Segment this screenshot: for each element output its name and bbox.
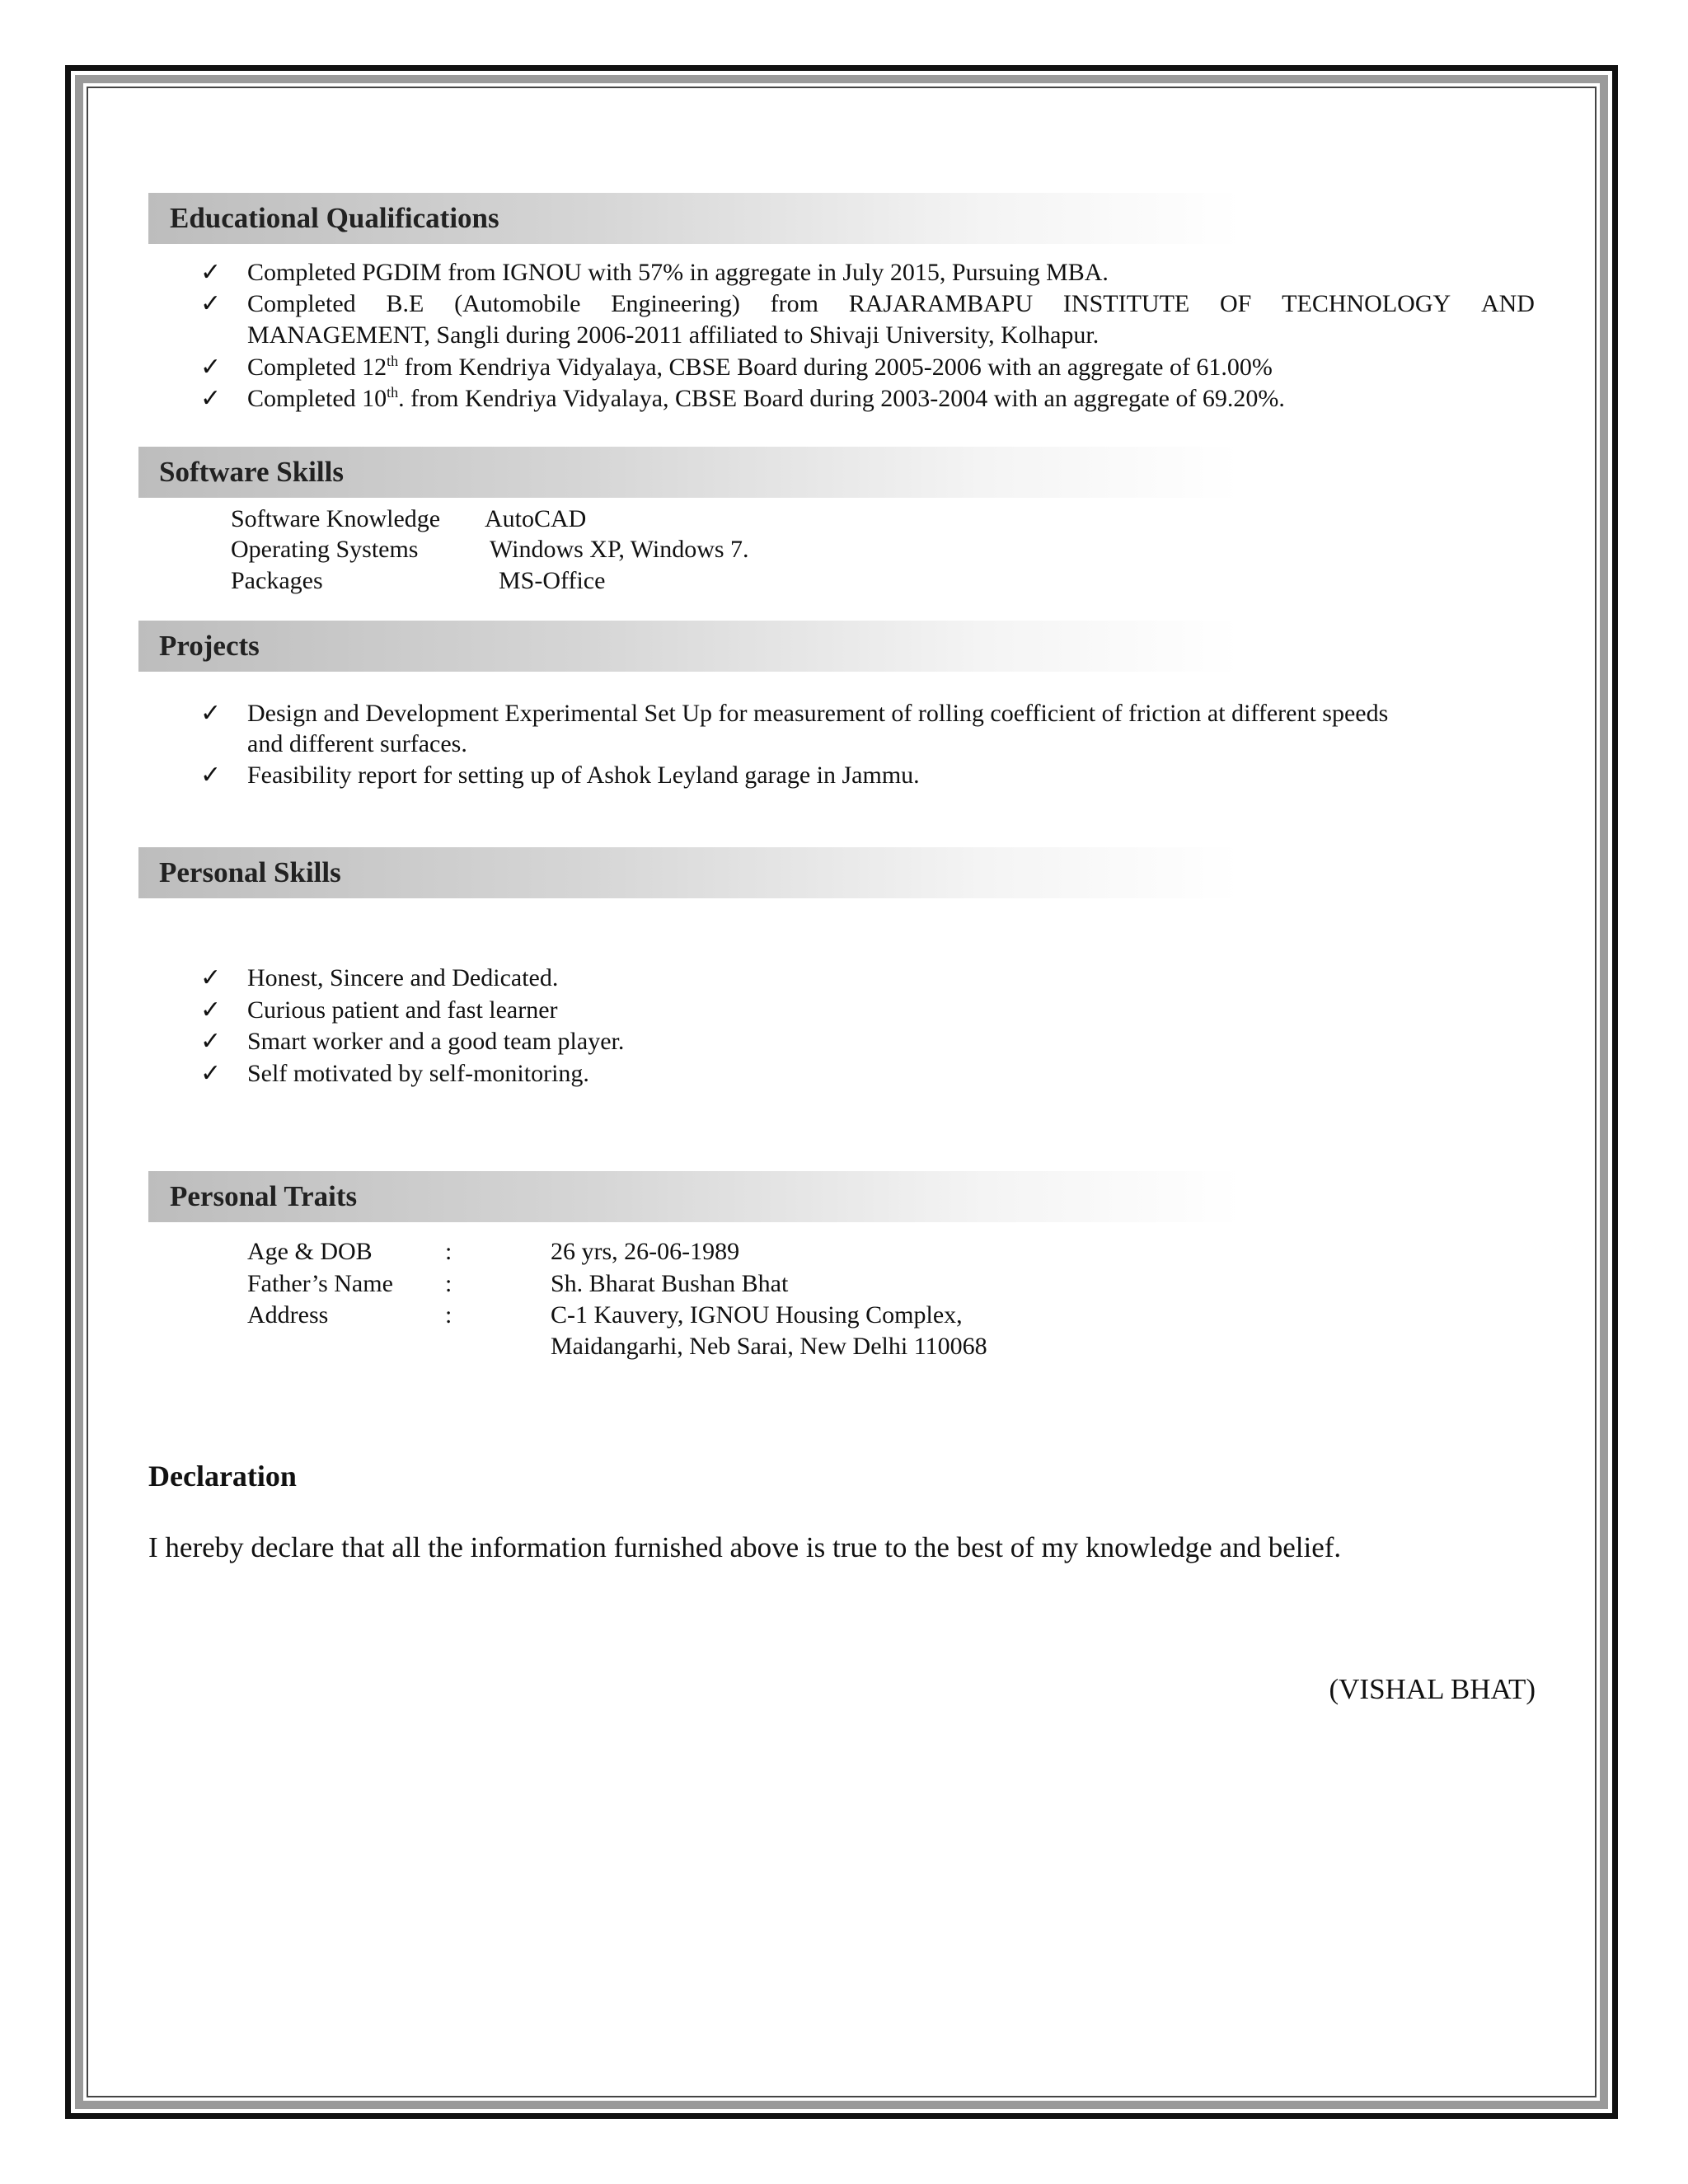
education-item-1: Completed PGDIM from IGNOU with 57% in aggregate in July 2015, Pursuing MBA. <box>247 259 1109 286</box>
education-item-3-text-b: from Kendriya Vidyalaya, CBSE Board during 2005-2006 with an aggregate of 61.00% <box>398 354 1273 381</box>
trait-value-father: Sh. Bharat Bushan Bhat <box>551 1270 789 1297</box>
education-item-2-line-1 <box>247 288 1535 319</box>
word: Engineering) <box>611 290 740 317</box>
education-section-title: Educational Qualifications <box>170 202 499 234</box>
word: B.E <box>386 290 424 317</box>
personal-skill-item: Curious patient and fast learner <box>247 996 558 1024</box>
check-icon: ✓ <box>200 289 222 318</box>
project-item-1-line-2: and different surfaces. <box>247 730 467 757</box>
trait-label-age: Age & DOB <box>247 1238 373 1265</box>
check-icon: ✓ <box>200 996 222 1024</box>
check-icon: ✓ <box>200 1027 222 1056</box>
word: INSTITUTE <box>1062 290 1190 317</box>
signature-name: (VISHAL BHAT) <box>1329 1673 1536 1705</box>
declaration-text: I hereby declare that all the information furnished above is true to the best of my knowledge and belief. <box>148 1531 1342 1563</box>
trait-value-address-line-1: C-1 Kauvery, IGNOU Housing Complex, <box>551 1301 963 1329</box>
projects-section-title: Projects <box>159 630 260 662</box>
education-item-4-sup: th <box>387 384 399 401</box>
traits-section-title: Personal Traits <box>170 1180 358 1212</box>
check-icon: ✓ <box>200 963 222 992</box>
education-item-4-text-a: Completed 10 <box>247 385 387 412</box>
word: OF <box>1220 290 1252 317</box>
check-icon: ✓ <box>200 258 222 287</box>
trait-value-address-line-2: Maidangarhi, Neb Sarai, New Delhi 110068 <box>551 1333 987 1360</box>
trait-separator: : <box>445 1301 452 1329</box>
check-icon: ✓ <box>200 761 222 790</box>
word: TECHNOLOGY <box>1282 290 1451 317</box>
project-item-2: Feasibility report for setting up of Ashok Leyland garage in Jammu. <box>247 762 920 789</box>
personal-skill-item: Smart worker and a good team player. <box>247 1028 625 1055</box>
declaration-title: Declaration <box>148 1460 297 1493</box>
trait-label-address: Address <box>247 1301 329 1329</box>
education-item-4-text-b: . from Kendriya Vidyalaya, CBSE Board during 2003-2004 with an aggregate of 69.20%. <box>398 385 1285 412</box>
personal-skills-section-title: Personal Skills <box>159 856 341 888</box>
check-icon: ✓ <box>200 1059 222 1088</box>
education-item-2-line-2: MANAGEMENT, Sangli during 2006-2011 affiliated to Shivaji University, Kolhapur. <box>247 321 1100 349</box>
word: AND <box>1480 290 1535 317</box>
word: (Automobile <box>454 290 581 317</box>
trait-value-age: 26 yrs, 26-06-1989 <box>551 1238 740 1265</box>
project-item-1-line-1: Design and Development Experimental Set Up for measurement of rolling coefficient of friction at different speeds <box>247 700 1389 727</box>
software-value-1: AutoCAD <box>485 505 587 532</box>
software-label-1: Software Knowledge <box>231 505 441 532</box>
check-icon: ✓ <box>200 699 222 728</box>
word: RAJARAMBAPU <box>848 290 1034 317</box>
word: Completed <box>247 290 356 317</box>
education-item-4 <box>247 383 1285 414</box>
check-icon: ✓ <box>200 353 222 382</box>
software-value-3: MS-Office <box>499 567 606 594</box>
trait-separator: : <box>445 1270 452 1297</box>
education-item-3-sup: th <box>387 353 399 369</box>
personal-skill-item: Self motivated by self-monitoring. <box>247 1060 589 1087</box>
software-section-title: Software Skills <box>159 456 344 488</box>
projects-section-bar <box>138 621 1434 672</box>
software-label-2: Operating Systems <box>231 536 419 563</box>
trait-separator: : <box>445 1238 452 1265</box>
check-icon: ✓ <box>200 384 222 413</box>
trait-label-father: Father’s Name <box>247 1270 393 1297</box>
word: from <box>770 290 818 317</box>
education-item-3-text-a: Completed 12 <box>247 354 387 381</box>
software-value-2: Windows XP, Windows 7. <box>490 536 749 563</box>
personal-skill-item: Honest, Sincere and Dedicated. <box>247 964 559 991</box>
education-item-3 <box>247 352 1273 382</box>
software-label-3: Packages <box>231 567 323 594</box>
